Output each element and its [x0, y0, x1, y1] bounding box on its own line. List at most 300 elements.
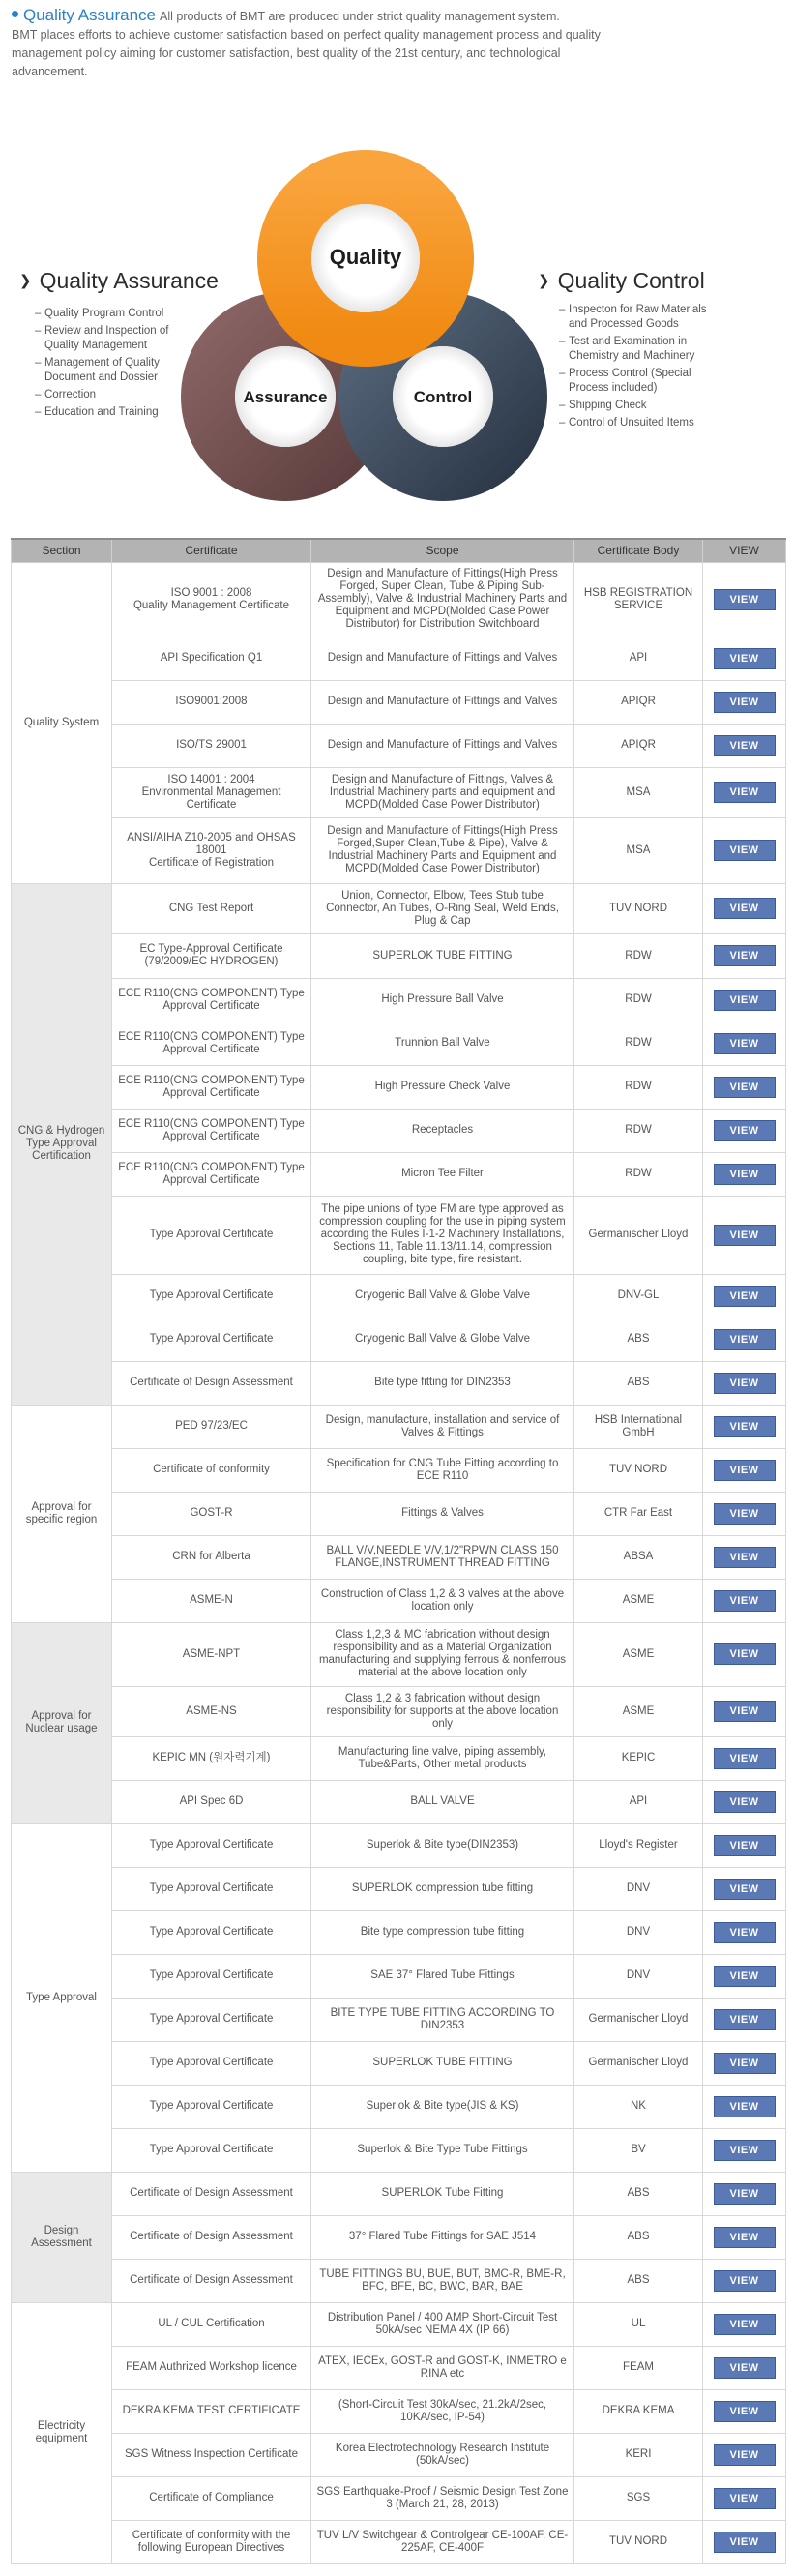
scope-cell: Manufacturing line valve, piping assembly, Tube&Parts, Other metal products	[311, 1736, 574, 1780]
scope-cell: High Pressure Check Valve	[311, 1065, 574, 1109]
section-cell: Design Assessment	[12, 2172, 112, 2302]
certificate-body-cell: RDW	[574, 1065, 703, 1109]
certificate-cell: ECE R110(CNG COMPONENT) Type Approval Certificate	[112, 1152, 311, 1196]
certificate-body-cell: Germanischer Lloyd	[574, 2041, 703, 2085]
view-cell	[703, 2346, 786, 2389]
scope-cell: Design and Manufacture of Fittings and Valves	[311, 637, 574, 680]
view-cell	[703, 1686, 786, 1736]
table-row	[12, 2128, 786, 2172]
ring-label-assurance: Assurance	[243, 388, 328, 406]
view-cell	[703, 1736, 786, 1780]
view-button[interactable]: VIEW	[714, 1286, 776, 1307]
intro-text-2: BMT places efforts to achieve customer satisfaction based on perfect quality management process and quality	[12, 28, 601, 42]
qa-item: – Management of Quality Document and Dossier	[35, 356, 190, 385]
table-row	[12, 1196, 786, 1274]
view-cell	[703, 562, 786, 637]
certificate-body-cell: APIQR	[574, 724, 703, 767]
certificate-cell: Type Approval Certificate	[112, 1910, 311, 1954]
certificate-cell: DEKRA KEMA TEST CERTIFICATE	[112, 2389, 311, 2433]
scope-cell: BALL V/V,NEEDLE V/V,1/2"RPWN CLASS 150 FLANGE,INSTRUMENT THREAD FITTING	[311, 1535, 574, 1579]
view-button[interactable]: VIEW	[714, 945, 776, 966]
certificate-cell: ASME-NPT	[112, 1622, 311, 1686]
certificate-cell: ANSI/AIHA Z10-2005 and OHSAS 18001 Certificate of Registration	[112, 817, 311, 883]
view-cell	[703, 637, 786, 680]
view-button[interactable]: VIEW	[714, 2270, 776, 2292]
table-row	[12, 1405, 786, 1448]
certificate-cell: Certificate of Compliance	[112, 2476, 311, 2520]
qa-heading	[19, 268, 219, 294]
section-cell: Approval for specific region	[12, 1405, 112, 1622]
scope-cell: Bite type compression tube fitting	[311, 1910, 574, 1954]
view-button[interactable]: VIEW	[714, 1835, 776, 1856]
table-row	[12, 2520, 786, 2563]
view-cell	[703, 1823, 786, 1867]
table-row	[12, 2476, 786, 2520]
scope-cell: Korea Electrotechnology Research Institute (50kA/sec)	[311, 2433, 574, 2476]
certificate-body-cell: DNV-GL	[574, 1274, 703, 1318]
certificate-cell: Type Approval Certificate	[112, 2041, 311, 2085]
certificate-body-cell: TUV NORD	[574, 2520, 703, 2563]
table-row	[12, 1152, 786, 1196]
certificate-body-cell: ASME	[574, 1622, 703, 1686]
view-button[interactable]: VIEW	[714, 1077, 776, 1098]
table-row	[12, 1022, 786, 1065]
scope-cell: Class 1,2,3 & MC fabrication without design responsibility and as a Material Organization manufacturing and supplying ferrous & nonferrous material at the above location only	[311, 1622, 574, 1686]
certificate-cell: Certificate of conformity	[112, 1448, 311, 1492]
certificate-cell: Type Approval Certificate	[112, 2128, 311, 2172]
view-button[interactable]: VIEW	[714, 2444, 776, 2466]
view-cell	[703, 1867, 786, 1910]
view-button[interactable]: VIEW	[714, 1164, 776, 1185]
table-row	[12, 1579, 786, 1622]
ring-label-quality: Quality	[329, 245, 402, 269]
view-button[interactable]: VIEW	[714, 1547, 776, 1568]
certificate-cell: ISO 14001 : 2004 Environmental Management Certificate	[112, 767, 311, 817]
view-button[interactable]: VIEW	[714, 1701, 776, 1722]
scope-cell: Construction of Class 1,2 & 3 valves at the above location only	[311, 1579, 574, 1622]
certificate-body-cell: ABS	[574, 2172, 703, 2215]
certificate-cell: Type Approval Certificate	[112, 1867, 311, 1910]
scope-cell: BALL VALVE	[311, 1780, 574, 1823]
certificate-body-cell: API	[574, 637, 703, 680]
certificate-body-cell: ABS	[574, 2215, 703, 2259]
table-row	[12, 2433, 786, 2476]
scope-cell: Superlok & Bite type(DIN2353)	[311, 1823, 574, 1867]
certificate-body-cell: ABS	[574, 1361, 703, 1405]
qa-heading-text: Quality Assurance	[39, 268, 219, 293]
table-row	[12, 2172, 786, 2215]
view-cell	[703, 1361, 786, 1405]
certificate-cell: Type Approval Certificate	[112, 1823, 311, 1867]
col-header-certificate: Certificate	[112, 539, 311, 562]
view-cell	[703, 1196, 786, 1274]
table-row	[12, 1780, 786, 1823]
certificate-cell: ECE R110(CNG COMPONENT) Type Approval Certificate	[112, 1109, 311, 1152]
certificate-cell: KEPIC MN (원자력기계)	[112, 1736, 311, 1780]
view-cell	[703, 2433, 786, 2476]
qa-item: – Correction	[35, 388, 190, 402]
view-cell	[703, 1448, 786, 1492]
view-cell	[703, 2085, 786, 2128]
scope-cell: Receptacles	[311, 1109, 574, 1152]
view-cell	[703, 724, 786, 767]
section-cell: CNG & Hydrogen Type Approval Certification	[12, 883, 112, 1405]
view-cell	[703, 2128, 786, 2172]
scope-cell: BITE TYPE TUBE FITTING ACCORDING TO DIN2353	[311, 1998, 574, 2041]
table-row	[12, 2085, 786, 2128]
col-header-certificate-body: Certificate Body	[574, 539, 703, 562]
chevron-right-icon: ❯	[538, 273, 550, 289]
view-button[interactable]: VIEW	[714, 1460, 776, 1481]
view-button[interactable]: VIEW	[714, 2227, 776, 2248]
scope-cell: SGS Earthquake-Proof / Seismic Design Test Zone 3 (March 21, 28, 2013)	[311, 2476, 574, 2520]
view-cell	[703, 767, 786, 817]
certificate-cell: SGS Witness Inspection Certificate	[112, 2433, 311, 2476]
qa-list	[35, 307, 190, 423]
certificate-cell: Certificate of Design Assessment	[112, 1361, 311, 1405]
view-cell	[703, 2259, 786, 2302]
certificate-body-cell: SGS	[574, 2476, 703, 2520]
certificate-cell: ASME-N	[112, 1579, 311, 1622]
qa-item: – Review and Inspection of Quality Management	[35, 324, 190, 353]
view-cell	[703, 1405, 786, 1448]
section-cell: Electricity equipment	[12, 2302, 112, 2563]
view-button[interactable]: VIEW	[714, 2096, 776, 2117]
scope-cell: Design and Manufacture of Fittings, Valves & Industrial Machinery parts and equipment and MCPD(Molded Case Power Distributor)	[311, 767, 574, 817]
view-cell	[703, 933, 786, 978]
certificate-body-cell: HSB International GmbH	[574, 1405, 703, 1448]
view-cell	[703, 1065, 786, 1109]
table-row	[12, 1065, 786, 1109]
scope-cell: Superlok & Bite type(JIS & KS)	[311, 2085, 574, 2128]
col-header-scope: Scope	[311, 539, 574, 562]
intro-title: Quality Assurance	[23, 6, 157, 24]
certificate-cell: Type Approval Certificate	[112, 1274, 311, 1318]
view-button[interactable]: VIEW	[714, 2183, 776, 2205]
certificate-cell: API Specification Q1	[112, 637, 311, 680]
view-button[interactable]: VIEW	[714, 990, 776, 1011]
certificate-cell: ISO/TS 29001	[112, 724, 311, 767]
certificate-body-cell: Lloyd's Register	[574, 1823, 703, 1867]
table-row	[12, 562, 786, 637]
view-cell	[703, 1998, 786, 2041]
view-button[interactable]: VIEW	[714, 1590, 776, 1612]
certificate-cell: EC Type-Approval Certificate (79/2009/EC HYDROGEN)	[112, 933, 311, 978]
certificate-cell: Type Approval Certificate	[112, 1998, 311, 2041]
certificate-body-cell: RDW	[574, 1109, 703, 1152]
view-button[interactable]: VIEW	[714, 2532, 776, 2553]
view-cell	[703, 2172, 786, 2215]
scope-cell: Fittings & Valves	[311, 1492, 574, 1535]
scope-cell: Specification for CNG Tube Fitting according to ECE R110	[311, 1448, 574, 1492]
scope-cell: SAE 37° Flared Tube Fittings	[311, 1954, 574, 1998]
col-header-section: Section	[12, 539, 112, 562]
certificate-cell: ISO 9001 : 2008 Quality Management Certificate	[112, 562, 311, 637]
certificate-cell: CRN for Alberta	[112, 1535, 311, 1579]
qc-heading	[538, 268, 705, 294]
view-cell	[703, 978, 786, 1022]
table-row	[12, 2302, 786, 2346]
view-cell	[703, 2215, 786, 2259]
view-button[interactable]: VIEW	[714, 782, 776, 803]
certificate-cell: ECE R110(CNG COMPONENT) Type Approval Certificate	[112, 1022, 311, 1065]
view-cell	[703, 1022, 786, 1065]
table-row	[12, 1448, 786, 1492]
certificate-cell: Type Approval Certificate	[112, 2085, 311, 2128]
certificate-body-cell: ABS	[574, 1318, 703, 1361]
header-row	[12, 539, 786, 562]
view-button[interactable]: VIEW	[714, 1416, 776, 1437]
view-button[interactable]: VIEW	[714, 898, 776, 919]
table-row	[12, 1910, 786, 1954]
certificate-body-cell: MSA	[574, 817, 703, 883]
table-row	[12, 680, 786, 724]
table-row	[12, 933, 786, 978]
table-row	[12, 2041, 786, 2085]
certificate-body-cell: HSB REGISTRATION SERVICE	[574, 562, 703, 637]
table-row	[12, 1318, 786, 1361]
table-row	[12, 1622, 786, 1686]
certificate-body-cell: Germanischer Lloyd	[574, 1196, 703, 1274]
view-cell	[703, 1535, 786, 1579]
view-button[interactable]: VIEW	[714, 2140, 776, 2161]
scope-cell: Design, manufacture, installation and service of Valves & Fittings	[311, 1405, 574, 1448]
view-cell	[703, 1910, 786, 1954]
section-cell: Type Approval	[12, 1823, 112, 2172]
view-cell	[703, 1579, 786, 1622]
view-button[interactable]: VIEW	[714, 1033, 776, 1054]
view-button[interactable]: VIEW	[714, 2314, 776, 2335]
ring-label-control: Control	[413, 388, 473, 406]
bullet-dot-icon	[12, 11, 18, 17]
table-row	[12, 724, 786, 767]
certificate-cell: ISO9001:2008	[112, 680, 311, 724]
view-button[interactable]: VIEW	[714, 840, 776, 861]
scope-cell: SUPERLOK TUBE FITTING	[311, 933, 574, 978]
scope-cell: Design and Manufacture of Fittings and Valves	[311, 680, 574, 724]
certificate-body-cell: KEPIC	[574, 1736, 703, 1780]
view-button[interactable]: VIEW	[714, 1879, 776, 1900]
section-cell: Approval for Nuclear usage	[12, 1622, 112, 1823]
certificate-body-cell: DNV	[574, 1954, 703, 1998]
scope-cell: Design and Manufacture of Fittings and Valves	[311, 724, 574, 767]
view-button[interactable]: VIEW	[714, 2009, 776, 2030]
view-button[interactable]: VIEW	[714, 2053, 776, 2074]
table-row	[12, 1736, 786, 1780]
qc-item: – Inspecton for Raw Materials and Processed Goods	[559, 303, 723, 332]
qc-item: – Shipping Check	[559, 399, 723, 413]
scope-cell: Cryogenic Ball Valve & Globe Valve	[311, 1274, 574, 1318]
certificate-body-cell: ABSA	[574, 1535, 703, 1579]
certificate-body-cell: API	[574, 1780, 703, 1823]
view-cell	[703, 1492, 786, 1535]
qc-list	[559, 303, 723, 433]
view-button[interactable]: VIEW	[714, 1748, 776, 1769]
table-row	[12, 1998, 786, 2041]
view-button[interactable]: VIEW	[714, 1120, 776, 1141]
view-cell	[703, 1152, 786, 1196]
view-button[interactable]: VIEW	[714, 1966, 776, 1987]
view-cell	[703, 817, 786, 883]
scope-cell: Design and Manufacture of Fittings(High Press Forged,Super Clean,Tube & Pipe), Valve & Industrial Machinery Parts and Equipment and MCPD(Molded Case Power Distributor)	[311, 817, 574, 883]
table-row	[12, 2346, 786, 2389]
certificate-cell: API Spec 6D	[112, 1780, 311, 1823]
certificate-cell: ECE R110(CNG COMPONENT) Type Approval Certificate	[112, 1065, 311, 1109]
view-cell	[703, 1622, 786, 1686]
certificate-cell: Certificate of Design Assessment	[112, 2215, 311, 2259]
certificate-body-cell: NK	[574, 2085, 703, 2128]
intro-text-3: management policy aiming for customer satisfaction, best quality of the 21st century, and technological	[12, 46, 561, 60]
certificate-cell: FEAM Authrized Workshop licence	[112, 2346, 311, 2389]
certificate-body-cell: KERI	[574, 2433, 703, 2476]
view-cell	[703, 1109, 786, 1152]
view-cell	[703, 2389, 786, 2433]
table-row	[12, 637, 786, 680]
intro-text-4: advancement.	[12, 65, 88, 78]
scope-cell: Micron Tee Filter	[311, 1152, 574, 1196]
certificate-body-cell: APIQR	[574, 680, 703, 724]
view-button[interactable]: VIEW	[714, 1329, 776, 1350]
view-button[interactable]: VIEW	[714, 1922, 776, 1943]
table-header	[12, 539, 786, 562]
scope-cell: SUPERLOK compression tube fitting	[311, 1867, 574, 1910]
view-button[interactable]: VIEW	[714, 2488, 776, 2509]
view-cell	[703, 2041, 786, 2085]
certificate-body-cell: RDW	[574, 1022, 703, 1065]
qc-item: – Test and Examination in Chemistry and Machinery	[559, 335, 723, 364]
scope-cell: Bite type fitting for DIN2353	[311, 1361, 574, 1405]
view-cell	[703, 2476, 786, 2520]
view-button[interactable]: VIEW	[714, 2401, 776, 2422]
view-button[interactable]: VIEW	[714, 589, 776, 610]
table-row	[12, 1361, 786, 1405]
certificate-body-cell: TUV NORD	[574, 883, 703, 933]
table-row	[12, 1492, 786, 1535]
view-button[interactable]: VIEW	[714, 735, 776, 756]
view-cell	[703, 1274, 786, 1318]
certificate-body-cell: ASME	[574, 1579, 703, 1622]
scope-cell: High Pressure Ball Valve	[311, 978, 574, 1022]
certificate-cell: ECE R110(CNG COMPONENT) Type Approval Certificate	[112, 978, 311, 1022]
qc-item: – Control of Unsuited Items	[559, 416, 723, 430]
table-row	[12, 2389, 786, 2433]
certificate-cell: CNG Test Report	[112, 883, 311, 933]
view-cell	[703, 2520, 786, 2563]
intro-text-1: All products of BMT are produced under strict quality management system.	[160, 10, 560, 23]
certificate-body-cell: BV	[574, 2128, 703, 2172]
table-body	[12, 562, 786, 2563]
certificate-body-cell: DNV	[574, 1867, 703, 1910]
certificate-cell: Certificate of Design Assessment	[112, 2172, 311, 2215]
table-row	[12, 978, 786, 1022]
table-row	[12, 1867, 786, 1910]
qa-item: – Education and Training	[35, 405, 190, 420]
certificate-cell: UL / CUL Certification	[112, 2302, 311, 2346]
certificate-body-cell: RDW	[574, 933, 703, 978]
certificate-cell: ASME-NS	[112, 1686, 311, 1736]
scope-cell: Distribution Panel / 400 AMP Short-Circuit Test 50kA/sec NEMA 4X (IP 66)	[311, 2302, 574, 2346]
certificate-cell: PED 97/23/EC	[112, 1405, 311, 1448]
certificate-body-cell: ABS	[574, 2259, 703, 2302]
scope-cell: Cryogenic Ball Valve & Globe Valve	[311, 1318, 574, 1361]
section-cell: Quality System	[12, 562, 112, 883]
scope-cell: SUPERLOK Tube Fitting	[311, 2172, 574, 2215]
table-row	[12, 1109, 786, 1152]
view-cell	[703, 883, 786, 933]
scope-cell: (Short-Circuit Test 30kA/sec, 21.2kA/2sec, 10KA/sec, IP-54)	[311, 2389, 574, 2433]
intro-first-line	[12, 6, 784, 26]
certificate-body-cell: UL	[574, 2302, 703, 2346]
scope-cell: Union, Connector, Elbow, Tees Stub tube Connector, An Tubes, O-Ring Seal, Weld Ends, Plug & Cap	[311, 883, 574, 933]
table-row	[12, 1686, 786, 1736]
certificate-cell: Type Approval Certificate	[112, 1318, 311, 1361]
scope-cell: Design and Manufacture of Fittings(High Press Forged, Super Clean, Tube & Piping Sub-Assembly), Valve & Industrial Machinery Parts and Equipment and MCPD(Molded Case Power Distributor) for Distribution Switchboard	[311, 562, 574, 637]
view-cell	[703, 1780, 786, 1823]
view-button[interactable]: VIEW	[714, 648, 776, 669]
view-button[interactable]: VIEW	[714, 1643, 776, 1665]
certificate-cell: GOST-R	[112, 1492, 311, 1535]
certificate-cell: Type Approval Certificate	[112, 1196, 311, 1274]
qc-heading-text: Quality Control	[557, 268, 705, 293]
certificate-cell: Certificate of conformity with the following European Directives	[112, 2520, 311, 2563]
certificate-body-cell: ASME	[574, 1686, 703, 1736]
certificate-table	[11, 538, 786, 2564]
scope-cell: TUBE FITTINGS BU, BUE, BUT, BMC-R, BME-R, BFC, BFE, BC, BWC, BAR, BAE	[311, 2259, 574, 2302]
scope-cell: Superlok & Bite Type Tube Fittings	[311, 2128, 574, 2172]
certificate-cell: Type Approval Certificate	[112, 1954, 311, 1998]
view-cell	[703, 2302, 786, 2346]
view-button[interactable]: VIEW	[714, 2357, 776, 2379]
intro-block	[0, 0, 794, 81]
table-row	[12, 1535, 786, 1579]
scope-cell: SUPERLOK TUBE FITTING	[311, 2041, 574, 2085]
table-row	[12, 767, 786, 817]
certificate-body-cell: MSA	[574, 767, 703, 817]
scope-cell: ATEX, IECEx, GOST-R and GOST-K, INMETRO e RINA etc	[311, 2346, 574, 2389]
view-button[interactable]: VIEW	[714, 1373, 776, 1394]
qc-item: – Process Control (Special Process included)	[559, 367, 723, 396]
scope-cell: 37° Flared Tube Fittings for SAE J514	[311, 2215, 574, 2259]
chevron-right-icon: ❯	[19, 273, 32, 289]
view-cell	[703, 1954, 786, 1998]
table-row	[12, 1954, 786, 1998]
table-row	[12, 2259, 786, 2302]
certificate-body-cell: CTR Far East	[574, 1492, 703, 1535]
certificate-body-cell: TUV NORD	[574, 1448, 703, 1492]
scope-cell: TUV L/V Switchgear & Controlgear CE-100AF, CE-225AF, CE-400F	[311, 2520, 574, 2563]
view-button[interactable]: VIEW	[714, 1503, 776, 1525]
view-button[interactable]: VIEW	[714, 692, 776, 713]
view-button[interactable]: VIEW	[714, 1791, 776, 1813]
certificate-body-cell: FEAM	[574, 2346, 703, 2389]
certificate-body-cell: RDW	[574, 978, 703, 1022]
scope-cell: Trunnion Ball Valve	[311, 1022, 574, 1065]
certificate-body-cell: Germanischer Lloyd	[574, 1998, 703, 2041]
col-header-view: VIEW	[703, 539, 786, 562]
scope-cell: The pipe unions of type FM are type approved as compression coupling for the use in piping system according the Rules I-1-2 Machinery Installations, Sections 11, Table 11.13/11.14, compression coupling, bite type, fire resistant.	[311, 1196, 574, 1274]
certificate-body-cell: DNV	[574, 1910, 703, 1954]
table-row	[12, 817, 786, 883]
view-cell	[703, 1318, 786, 1361]
table-row	[12, 1823, 786, 1867]
scope-cell: Class 1,2 & 3 fabrication without design responsibility for supports at the above location only	[311, 1686, 574, 1736]
certificate-cell: Certificate of Design Assessment	[112, 2259, 311, 2302]
table-row	[12, 2215, 786, 2259]
table-row	[12, 1274, 786, 1318]
view-button[interactable]: VIEW	[714, 1225, 776, 1246]
view-cell	[703, 680, 786, 724]
certificate-body-cell: DEKRA KEMA	[574, 2389, 703, 2433]
